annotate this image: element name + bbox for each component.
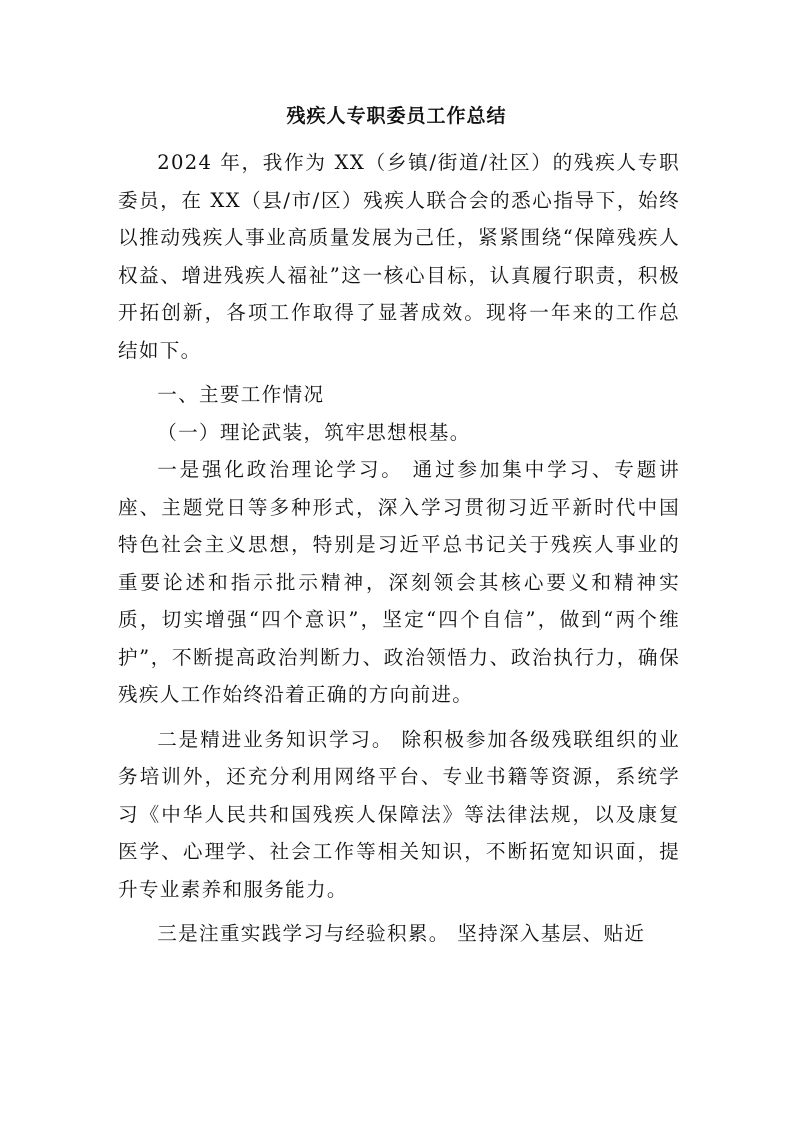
paragraph-political-study: 一是强化政治理论学习。 通过参加集中学习、专题讲座、主题党日等多种形式，深入学习贯彻习近平新时代中国特色社会主义思想，特别是习近平总书记关于残疾人事业的重要论述和指示批示精神，深刻领会其核心要义和精神实质，切实增强“四个意识”，坚定“四个自信”，做到“两个维护”，不断提高政治判断力、政治领悟力、政治执行力，确保残疾人工作始终沿着正确的方向前进。 xyxy=(118,458,680,706)
section-heading: 一、主要工作情况 xyxy=(157,383,325,406)
subsection-heading: （一）理论武装，筑牢思想根基。 xyxy=(157,420,471,444)
document-body xyxy=(118,144,680,953)
paragraph-business-study: 二是精进业务知识学习。 除积极参加各级残联组织的业务培训外，还充分利用网络平台、专业书籍等资源，系统学习《中华人民共和国残疾人保障法》等法律法规，以及康复医学、心理学、社会工作等相关知识，不断拓宽知识面，提升专业素养和服务能力。 xyxy=(118,727,680,901)
document-title: 残疾人专职委员工作总结 xyxy=(286,105,507,127)
paragraph-practice-study: 三是注重实践学习与经验积累。 坚持深入基层、贴近 xyxy=(157,922,646,945)
intro-paragraph: 2024 年，我作为 XX（乡镇/街道/社区）的残疾人专职委员，在 XX（县/市/区）残疾人联合会的悉心指导下，始终以推动残疾人事业高质量发展为己任，紧紧围绕“保障残疾人权益、增进残疾人福祉”这一核心目标，认真履行职责，积极开拓创新，各项工作取得了显著成效。现将一年来的工作总结如下。 xyxy=(118,151,680,362)
